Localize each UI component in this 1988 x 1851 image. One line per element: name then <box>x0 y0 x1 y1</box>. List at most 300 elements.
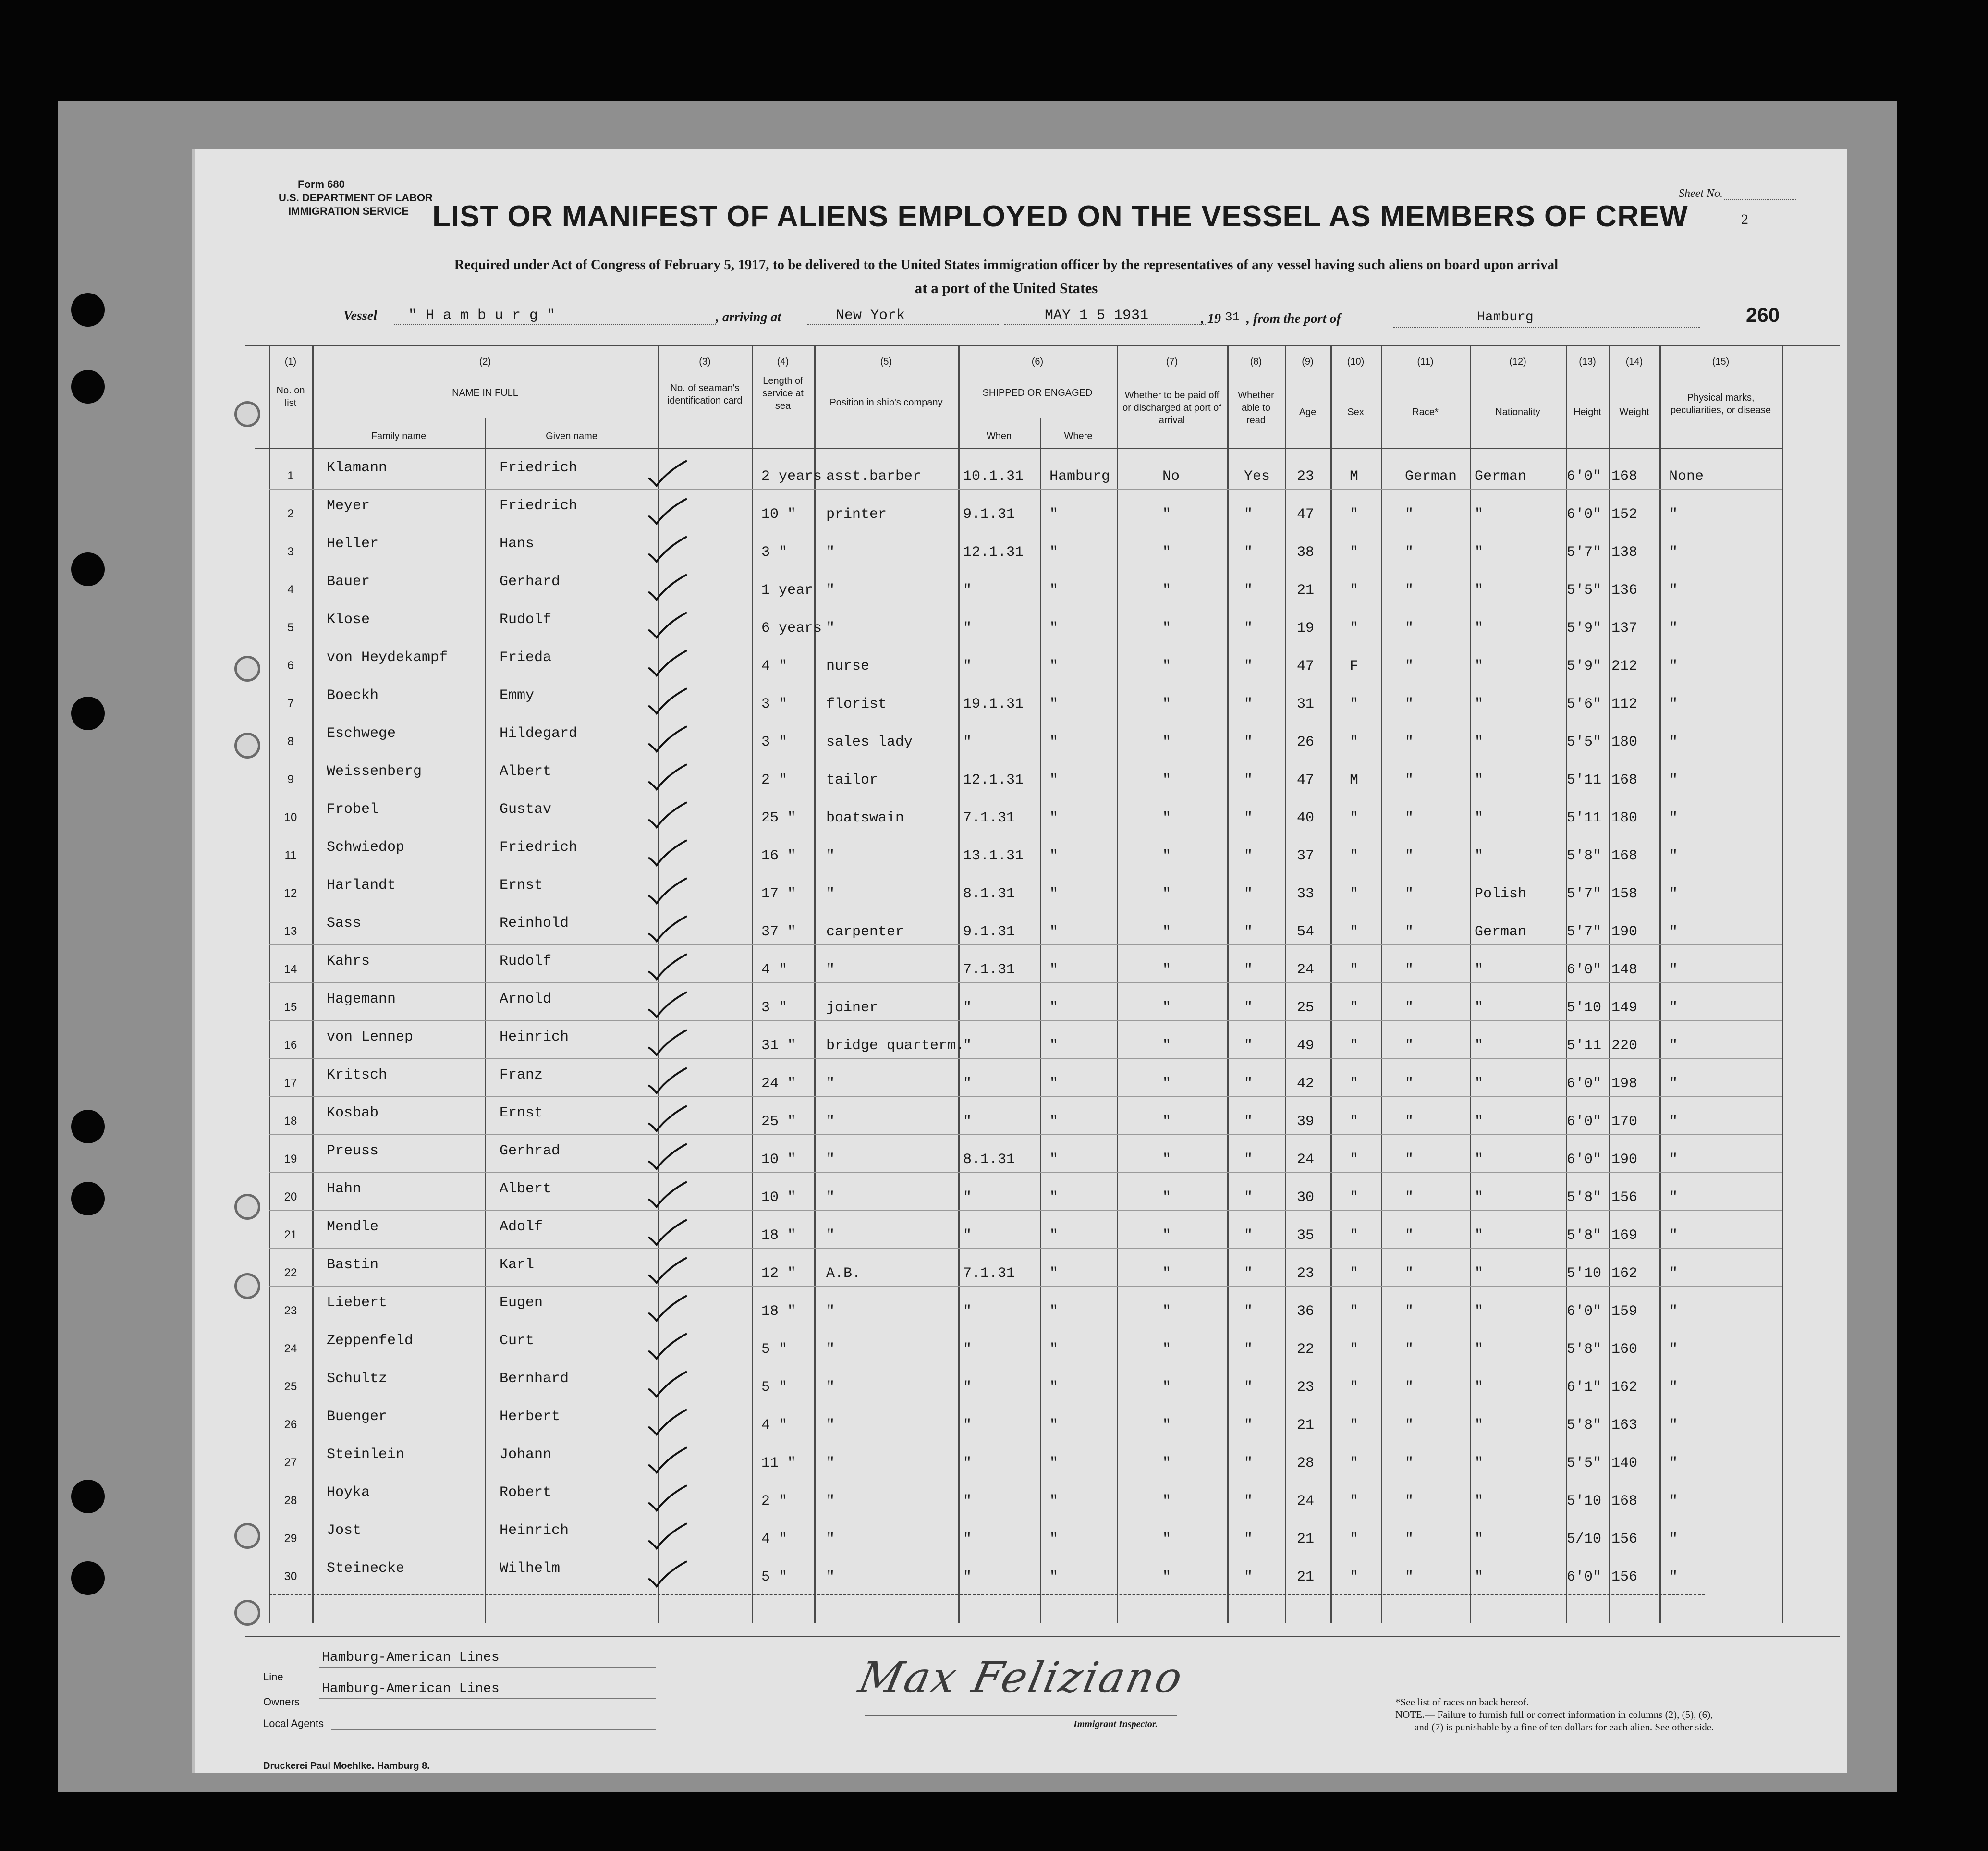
cell-given: Reinhold <box>500 915 569 932</box>
cell-when: " <box>963 1531 972 1547</box>
col-divider <box>958 345 960 1623</box>
cell-weight: 156 <box>1611 1189 1638 1206</box>
cell-where: " <box>1049 1455 1059 1471</box>
col-12-number: (12) <box>1509 356 1526 367</box>
row-number: 22 <box>284 1266 297 1279</box>
row-number: 7 <box>287 697 294 710</box>
cell-sex: " <box>1350 810 1359 826</box>
cell-age: 47 <box>1297 506 1315 523</box>
cell-family: Boeckh <box>327 687 379 704</box>
cell-age: 25 <box>1297 1000 1315 1016</box>
checkmark-icon <box>646 1180 689 1209</box>
binder-ring <box>234 733 260 759</box>
cell-length: 2 " <box>761 1493 788 1509</box>
checkmark-icon <box>646 497 689 526</box>
punch-hole <box>71 697 105 730</box>
cell-family: Klamann <box>327 460 388 476</box>
cell-where: " <box>1049 1569 1059 1585</box>
cell-paid: " <box>1162 1000 1171 1016</box>
cell-where: " <box>1049 1000 1059 1016</box>
cell-family: Zeppenfeld <box>327 1333 414 1349</box>
cell-position: " <box>826 1152 835 1168</box>
punch-hole <box>71 1110 105 1143</box>
cell-length: 10 " <box>761 1189 796 1206</box>
cell-sex: " <box>1350 582 1359 599</box>
cell-length: 10 " <box>761 1152 796 1168</box>
cell-length: 5 " <box>761 1569 788 1585</box>
cell-weight: 162 <box>1611 1265 1638 1282</box>
cell-paid: " <box>1162 848 1171 864</box>
cell-position: tailor <box>826 772 878 788</box>
checkmark-icon <box>646 762 689 791</box>
cell-paid: " <box>1162 506 1171 523</box>
row-rule <box>269 1248 1782 1249</box>
row-number: 16 <box>284 1039 297 1052</box>
cell-sex: " <box>1350 1038 1359 1054</box>
cell-length: 5 " <box>761 1379 788 1396</box>
cell-age: 47 <box>1297 658 1315 674</box>
checkmark-icon <box>646 914 689 943</box>
cell-given: Hans <box>500 536 535 552</box>
cell-when: 12.1.31 <box>963 544 1024 561</box>
cell-read: " <box>1244 620 1253 637</box>
cell-family: Buenger <box>327 1409 388 1425</box>
cell-position: " <box>826 962 835 978</box>
cell-when: " <box>963 1569 972 1585</box>
cell-age: 28 <box>1297 1455 1315 1471</box>
row-number: 9 <box>287 773 294 786</box>
cell-marks: " <box>1669 1038 1678 1054</box>
cell-position: carpenter <box>826 924 904 940</box>
cell-sex: " <box>1350 620 1359 637</box>
cell-family: Klose <box>327 612 370 628</box>
cell-race: German <box>1405 468 1457 485</box>
cell-nat: " <box>1475 1455 1484 1471</box>
cell-family: Kahrs <box>327 953 370 969</box>
col-2-label: NAME IN FULL <box>452 388 518 398</box>
cell-paid: No <box>1162 468 1180 485</box>
cell-when: 19.1.31 <box>963 696 1024 712</box>
line-value: Hamburg-American Lines <box>322 1650 500 1665</box>
cell-weight: 170 <box>1611 1114 1638 1130</box>
cell-sex: " <box>1350 1455 1359 1471</box>
cell-given: Robert <box>500 1484 552 1501</box>
printer-imprint: Druckerei Paul Moehlke. Hamburg 8. <box>263 1761 430 1771</box>
row-number: 4 <box>287 583 294 596</box>
row-number: 21 <box>284 1228 297 1241</box>
cell-weight: 163 <box>1611 1417 1638 1434</box>
cell-read: " <box>1244 848 1253 864</box>
cell-position: " <box>826 1455 835 1471</box>
row-number: 23 <box>284 1304 297 1317</box>
checkmark-icon <box>646 459 689 488</box>
row-rule <box>269 1286 1782 1287</box>
cell-race: " <box>1405 1265 1414 1282</box>
cell-position: " <box>826 1493 835 1509</box>
cell-weight: 169 <box>1611 1227 1638 1244</box>
row-number: 17 <box>284 1077 297 1090</box>
checkmark-icon <box>646 1256 689 1285</box>
form-service: IMMIGRATION SERVICE <box>288 205 409 217</box>
cell-length: 37 " <box>761 924 796 940</box>
cell-family: Frobel <box>327 801 379 818</box>
cell-race: " <box>1405 544 1414 561</box>
stamp-number: 260 <box>1746 304 1780 326</box>
cell-position: " <box>826 1227 835 1244</box>
departure-port: Hamburg <box>1477 310 1534 325</box>
cell-family: Preuss <box>327 1143 379 1159</box>
cell-read: " <box>1244 734 1253 750</box>
punch-hole <box>71 370 105 404</box>
cell-height: 5'9" <box>1567 620 1602 637</box>
checkmark-icon <box>646 1446 689 1474</box>
cell-race: " <box>1405 1379 1414 1396</box>
cell-when: " <box>963 1493 972 1509</box>
cell-nat: " <box>1475 1152 1484 1168</box>
cell-paid: " <box>1162 696 1171 712</box>
row-number: 3 <box>287 545 294 558</box>
col-divider <box>1659 345 1661 1623</box>
cell-marks: " <box>1669 734 1678 750</box>
cell-family: von Lennep <box>327 1029 414 1045</box>
cell-nat: " <box>1475 810 1484 826</box>
cell-position: sales lady <box>826 734 913 750</box>
inspector-label: Immigrant Inspector. <box>1073 1719 1158 1729</box>
cell-weight: 140 <box>1611 1455 1638 1471</box>
cell-marks: " <box>1669 1114 1678 1130</box>
cell-weight: 168 <box>1611 468 1638 485</box>
cell-where: Hamburg <box>1049 468 1110 485</box>
when-header: When <box>986 431 1012 441</box>
cell-position: joiner <box>826 1000 878 1016</box>
cell-race: " <box>1405 1152 1414 1168</box>
cell-family: Schwiedop <box>327 839 405 856</box>
col-15-label: Physical marks, peculiarities, or disease <box>1671 392 1771 416</box>
table-top-border <box>245 345 1840 346</box>
col-divider <box>814 345 816 1623</box>
cell-read: " <box>1244 658 1253 674</box>
cell-paid: " <box>1162 810 1171 826</box>
cell-where: " <box>1049 734 1059 750</box>
checkmark-icon <box>646 686 689 715</box>
cell-length: 24 " <box>761 1076 796 1092</box>
col-8-number: (8) <box>1250 356 1262 367</box>
header-bottom-border <box>255 448 1782 449</box>
cell-sex: " <box>1350 1189 1359 1206</box>
cell-marks: " <box>1669 1303 1678 1320</box>
col-13-label: Height <box>1573 407 1601 417</box>
checkmark-icon <box>646 724 689 753</box>
cell-when: 8.1.31 <box>963 886 1015 902</box>
cell-weight: 168 <box>1611 772 1638 788</box>
arriving-label: , arriving at <box>716 310 781 325</box>
checkmark-icon <box>646 952 689 981</box>
cell-when: " <box>963 1303 972 1320</box>
cell-sex: " <box>1350 544 1359 561</box>
col-divider <box>1330 345 1332 1623</box>
cell-given: Curt <box>500 1333 535 1349</box>
cell-nat: " <box>1475 658 1484 674</box>
cell-sex: " <box>1350 1379 1359 1396</box>
cell-sex: " <box>1350 886 1359 902</box>
cell-race: " <box>1405 772 1414 788</box>
cell-given: Ernst <box>500 1105 543 1121</box>
row-rule <box>269 1058 1782 1059</box>
cell-where: " <box>1049 1076 1059 1092</box>
binder-ring <box>234 1523 260 1549</box>
cell-length: 3 " <box>761 696 788 712</box>
cell-marks: " <box>1669 810 1678 826</box>
cell-height: 6'0" <box>1567 1303 1602 1320</box>
punch-hole <box>71 1480 105 1513</box>
cell-read: " <box>1244 1493 1253 1509</box>
cell-marks: " <box>1669 1000 1678 1016</box>
cell-weight: 136 <box>1611 582 1638 599</box>
sheet-field-line <box>1724 199 1796 200</box>
row-number: 8 <box>287 735 294 748</box>
cell-when: 12.1.31 <box>963 772 1024 788</box>
cell-position: " <box>826 848 835 864</box>
cell-when: " <box>963 1000 972 1016</box>
cell-position: " <box>826 1379 835 1396</box>
col-14-label: Weight <box>1619 407 1649 417</box>
row-number: 10 <box>284 811 297 824</box>
cell-length: 25 " <box>761 810 796 826</box>
cell-position: asst.barber <box>826 468 922 485</box>
cell-race: " <box>1405 1341 1414 1358</box>
cell-sex: " <box>1350 1493 1359 1509</box>
cell-length: 11 " <box>761 1455 796 1471</box>
cell-marks: " <box>1669 1455 1678 1471</box>
cell-nat: German <box>1475 924 1527 940</box>
cell-marks: " <box>1669 696 1678 712</box>
cell-read: " <box>1244 810 1253 826</box>
cell-marks: " <box>1669 772 1678 788</box>
col-9-number: (9) <box>1302 356 1314 367</box>
cell-given: Rudolf <box>500 953 552 969</box>
cell-position: " <box>826 1417 835 1434</box>
penalty-note: NOTE.— Failure to furnish full or correct information in columns (2), (5), (6), <box>1395 1709 1713 1720</box>
row-number: 29 <box>284 1532 297 1545</box>
cell-nat: " <box>1475 734 1484 750</box>
cell-given: Friedrich <box>500 460 578 476</box>
binder-ring <box>234 656 260 682</box>
cell-height: 5'5" <box>1567 582 1602 599</box>
col-15-number: (15) <box>1712 356 1730 367</box>
cell-height: 5'7" <box>1567 924 1602 940</box>
cell-race: " <box>1405 1303 1414 1320</box>
cell-race: " <box>1405 1114 1414 1130</box>
cell-marks: " <box>1669 848 1678 864</box>
cell-age: 35 <box>1297 1227 1315 1244</box>
col-13-number: (13) <box>1579 356 1596 367</box>
cell-read: " <box>1244 1227 1253 1244</box>
row-rule <box>269 944 1782 945</box>
cell-height: 5'8" <box>1567 1417 1602 1434</box>
cell-weight: 149 <box>1611 1000 1638 1016</box>
cell-height: 5'10 <box>1567 1493 1602 1509</box>
cell-sex: " <box>1350 848 1359 864</box>
cell-read: " <box>1244 506 1253 523</box>
punch-hole <box>71 1561 105 1595</box>
cell-where: " <box>1049 1152 1059 1168</box>
cell-paid: " <box>1162 658 1171 674</box>
col-divider <box>1782 345 1783 1623</box>
cell-family: Bastin <box>327 1257 379 1273</box>
checkmark-icon <box>646 876 689 905</box>
row-number: 2 <box>287 507 294 520</box>
cell-age: 38 <box>1297 544 1315 561</box>
col-divider <box>269 345 270 1623</box>
cell-race: " <box>1405 582 1414 599</box>
cell-nat: " <box>1475 696 1484 712</box>
cell-when: 9.1.31 <box>963 506 1015 523</box>
cell-given: Emmy <box>500 687 535 704</box>
cell-where: " <box>1049 1189 1059 1206</box>
col-11-label: Race* <box>1412 407 1439 417</box>
cell-race: " <box>1405 886 1414 902</box>
cell-age: 47 <box>1297 772 1315 788</box>
cell-position: " <box>826 1076 835 1092</box>
cell-race: " <box>1405 696 1414 712</box>
binder-ring <box>234 401 260 427</box>
col-14-number: (14) <box>1625 356 1643 367</box>
cell-where: " <box>1049 1341 1059 1358</box>
cell-marks: " <box>1669 506 1678 523</box>
cell-height: 5'9" <box>1567 658 1602 674</box>
cell-marks: " <box>1669 1076 1678 1092</box>
cell-nat: " <box>1475 1341 1484 1358</box>
cell-height: 5'7" <box>1567 886 1602 902</box>
col-12-label: Nationality <box>1495 407 1540 417</box>
checkmark-icon <box>646 990 689 1019</box>
cell-when: " <box>963 1076 972 1092</box>
cell-read: " <box>1244 1417 1253 1434</box>
cell-marks: None <box>1669 468 1704 485</box>
cell-weight: 180 <box>1611 810 1638 826</box>
cell-age: 54 <box>1297 924 1315 940</box>
cell-given: Gustav <box>500 801 552 818</box>
cell-where: " <box>1049 658 1059 674</box>
cell-where: " <box>1049 506 1059 523</box>
vessel-dots <box>394 324 716 325</box>
cell-weight: 162 <box>1611 1379 1638 1396</box>
cell-paid: " <box>1162 924 1171 940</box>
cell-length: 4 " <box>761 962 788 978</box>
col-7-label: Whether to be paid off or discharged at port of arrival <box>1122 390 1221 426</box>
cell-weight: 190 <box>1611 924 1638 940</box>
cell-where: " <box>1049 886 1059 902</box>
cell-age: 31 <box>1297 696 1315 712</box>
penalty-note-cont: and (7) is punishable by a fine of ten dollars for each alien. See other side. <box>1415 1721 1714 1733</box>
cell-age: 23 <box>1297 468 1315 485</box>
col-5-label: Position in ship's company <box>829 397 943 408</box>
cell-height: 6'0" <box>1567 1076 1602 1092</box>
arrival-year: 31 <box>1225 310 1240 324</box>
cell-paid: " <box>1162 1379 1171 1396</box>
cell-where: " <box>1049 1303 1059 1320</box>
binder-ring <box>234 1273 260 1299</box>
arriving-dots <box>807 324 999 325</box>
cell-when: 9.1.31 <box>963 924 1015 940</box>
cell-given: Franz <box>500 1067 543 1083</box>
cell-sex: " <box>1350 1076 1359 1092</box>
cell-family: Weissenberg <box>327 763 422 780</box>
cell-when: " <box>963 1114 972 1130</box>
cell-height: 6'0" <box>1567 1569 1602 1585</box>
row-number: 26 <box>284 1418 297 1431</box>
cell-nat: " <box>1475 620 1484 637</box>
line-label: Line <box>263 1671 283 1683</box>
cell-length: 4 " <box>761 658 788 674</box>
cell-nat: " <box>1475 1569 1484 1585</box>
cell-when: 8.1.31 <box>963 1152 1015 1168</box>
cell-when: " <box>963 1379 972 1396</box>
cell-paid: " <box>1162 734 1171 750</box>
cell-family: Kosbab <box>327 1105 379 1121</box>
cell-height: 5'5" <box>1567 734 1602 750</box>
cell-height: 5'6" <box>1567 696 1602 712</box>
cell-nat: " <box>1475 1000 1484 1016</box>
col-6-number: (6) <box>1031 356 1044 367</box>
cell-given: Wilhelm <box>500 1560 561 1577</box>
cell-when: " <box>963 582 972 599</box>
cell-length: 3 " <box>761 544 788 561</box>
cell-length: 6 years <box>761 620 822 637</box>
cell-race: " <box>1405 1000 1414 1016</box>
cell-length: 5 " <box>761 1341 788 1358</box>
cell-paid: " <box>1162 1531 1171 1547</box>
cell-weight: 148 <box>1611 962 1638 978</box>
cell-race: " <box>1405 1417 1414 1434</box>
cell-when: " <box>963 1455 972 1471</box>
punch-hole <box>71 293 105 327</box>
cell-sex: " <box>1350 924 1359 940</box>
cell-sex: " <box>1350 506 1359 523</box>
cell-position: " <box>826 1114 835 1130</box>
cell-family: Steinecke <box>327 1560 405 1577</box>
cell-family: Mendle <box>327 1219 379 1235</box>
cell-family: Kritsch <box>327 1067 388 1083</box>
subtitle-line1: Required under Act of Congress of February 5, 1917, to be delivered to the United States immigration officer by the representatives of any vessel having such aliens on board upon arrival <box>454 257 1559 272</box>
cell-when: 7.1.31 <box>963 962 1015 978</box>
cell-where: " <box>1049 1531 1059 1547</box>
checkmark-icon <box>646 1559 689 1588</box>
cell-given: Gerhrad <box>500 1143 561 1159</box>
cell-age: 24 <box>1297 1152 1315 1168</box>
page-title: LIST OR MANIFEST OF ALIENS EMPLOYED ON THE VESSEL AS MEMBERS OF CREW <box>432 200 1688 233</box>
cell-length: 18 " <box>761 1227 796 1244</box>
cell-read: " <box>1244 1531 1253 1547</box>
checkmark-icon <box>646 535 689 564</box>
col-3-label: No. of seaman's identification card <box>667 383 743 406</box>
cell-sex: " <box>1350 1531 1359 1547</box>
cell-marks: " <box>1669 1417 1678 1434</box>
cell-where: " <box>1049 1417 1059 1434</box>
checkmark-icon <box>646 1408 689 1436</box>
year-prefix: , 19 <box>1201 311 1221 326</box>
cell-paid: " <box>1162 962 1171 978</box>
cell-age: 24 <box>1297 1493 1315 1509</box>
cell-where: " <box>1049 1493 1059 1509</box>
cell-weight: 180 <box>1611 734 1638 750</box>
cell-position: " <box>826 620 835 637</box>
cell-nat: " <box>1475 1493 1484 1509</box>
row-number: 19 <box>284 1152 297 1165</box>
checkmark-icon <box>646 1028 689 1057</box>
cell-family: Steinlein <box>327 1446 405 1463</box>
cell-race: " <box>1405 1493 1414 1509</box>
